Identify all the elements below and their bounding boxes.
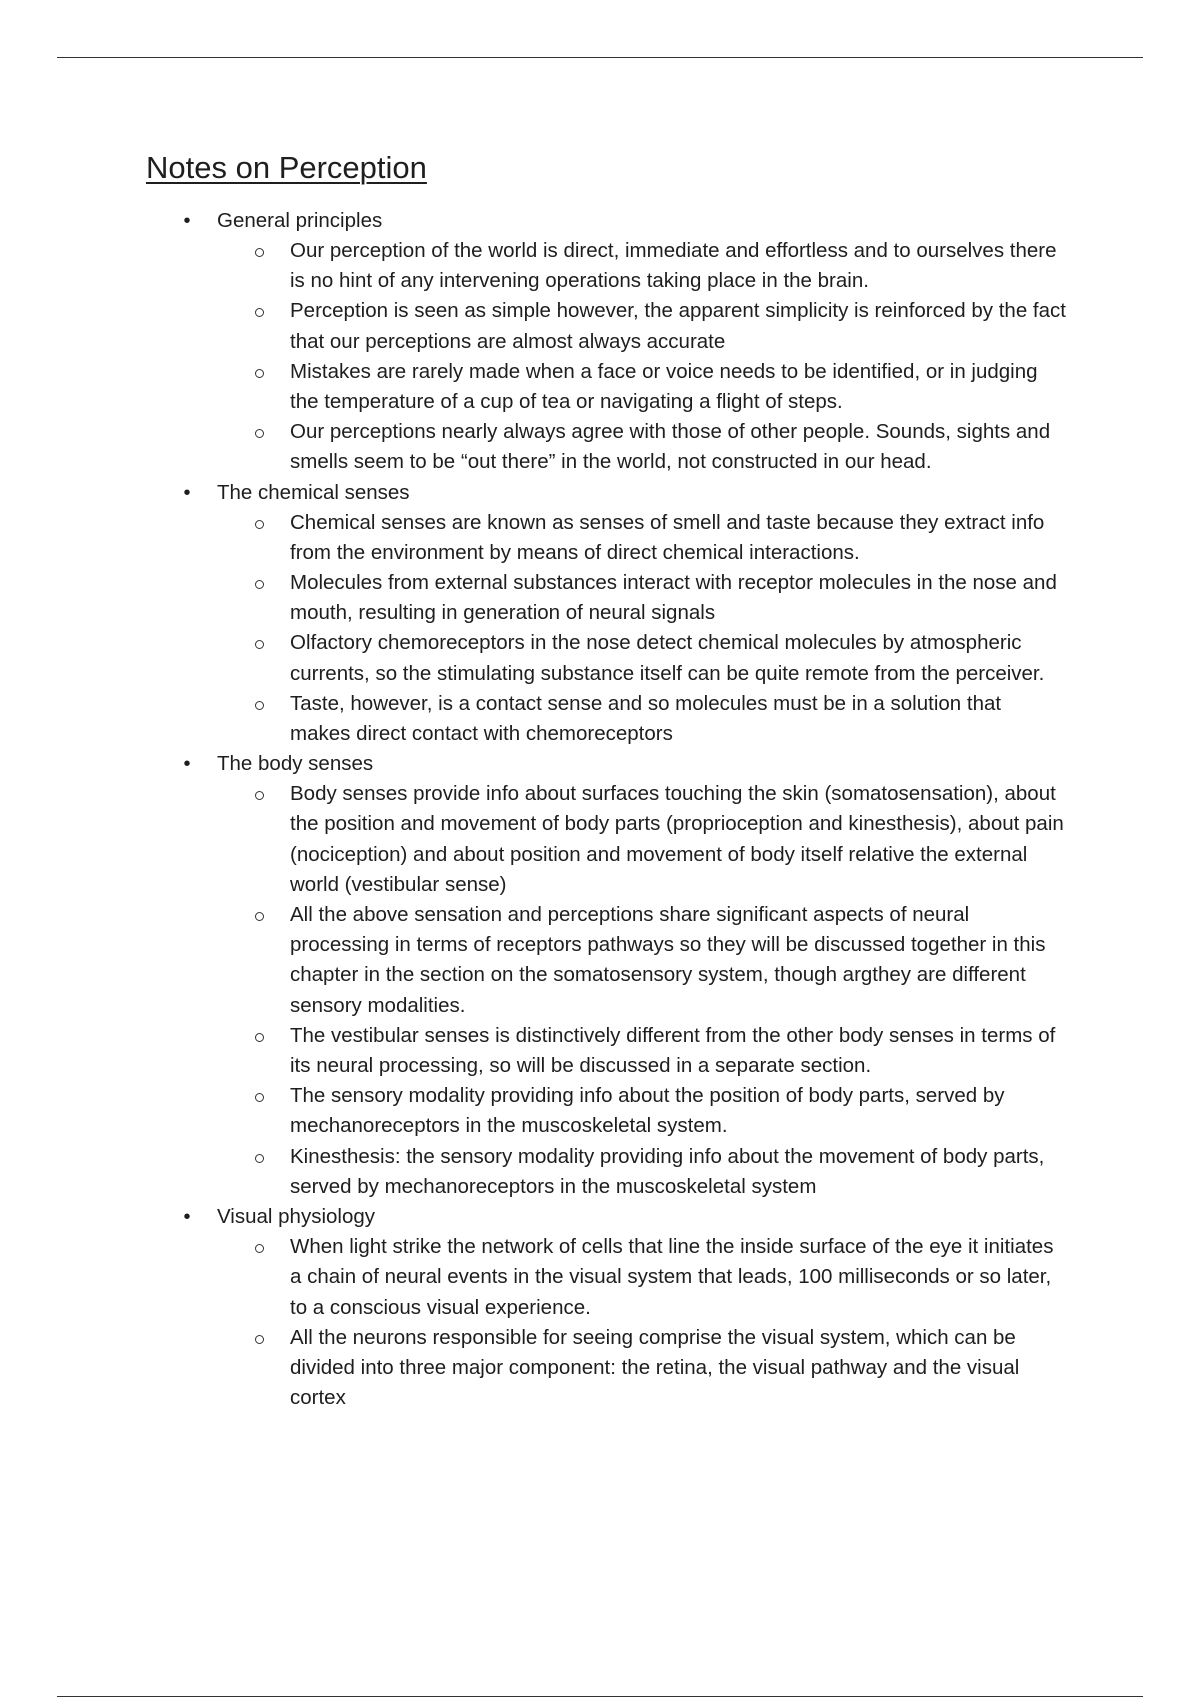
- circle-bullet-icon: [255, 1335, 264, 1344]
- sub-list-item: [217, 296, 1066, 356]
- bullet-icon: •: [183, 481, 191, 504]
- sub-item-text: Our perception of the world is direct, immediate and effortless and to ourselves there is no hint of any intervening operations taking place in the brain.: [290, 239, 1057, 293]
- document-body: [146, 146, 1066, 1413]
- circle-bullet-icon: [255, 1093, 264, 1102]
- sub-list-item: [217, 1232, 1066, 1323]
- sub-item-text: Taste, however, is a contact sense and so molecules must be in a solution that makes direct contact with chemoreceptors: [290, 691, 1002, 746]
- sub-item-text: Chemical senses are known as senses of smell and taste because they extract info from the environment by means of direct chemical interactions.: [290, 510, 1045, 564]
- circle-bullet-icon: [255, 369, 264, 378]
- sub-item-text: Mistakes are rarely made when a face or voice needs to be identified, or in judging the temperature of a cup of tea or navigating a flight of steps.: [290, 359, 1038, 414]
- sub-item-text: Our perceptions nearly always agree with those of other people. Sounds, sights and smells seem to be “out there” in the world, not constructed in our head.: [290, 420, 1051, 474]
- sub-item-text: All the neurons responsible for seeing comprise the visual system, which can be divided into three major component: the retina, the visual pathway and the visual cortex: [290, 1325, 1020, 1410]
- sub-list-item: [217, 689, 1066, 749]
- sub-list-item: [217, 417, 1066, 477]
- section-heading: [183, 749, 1066, 779]
- circle-bullet-icon: [255, 429, 264, 438]
- circle-bullet-icon: [255, 791, 264, 800]
- list-item: [146, 1202, 1066, 1413]
- circle-bullet-icon: [255, 248, 264, 257]
- sub-list: [217, 779, 1066, 1202]
- sub-item-text: Perception is seen as simple however, the apparent simplicity is reinforced by the fact that our perceptions are almost always accurate: [290, 299, 1066, 353]
- sub-list: [217, 236, 1066, 478]
- sub-item-text: Body senses provide info about surfaces touching the skin (somatosensation), about the position and movement of body parts (proprioception and kinesthesis), about pain (nociception) and about position and movement of body itself relative the external world (vestibular sense): [290, 782, 1064, 896]
- section-heading-text: The chemical senses: [217, 480, 410, 504]
- sub-item-text: Molecules from external substances interact with receptor molecules in the nose and mouth, resulting in generation of neural signals: [290, 571, 1057, 625]
- section-heading-text: General principles: [217, 209, 383, 232]
- sub-list-item: [217, 236, 1066, 296]
- sub-list-item: [217, 1021, 1066, 1081]
- circle-bullet-icon: [255, 912, 264, 921]
- circle-bullet-icon: [255, 1154, 264, 1163]
- list-item: [146, 478, 1066, 750]
- section-heading: [183, 206, 1066, 236]
- section-heading: [183, 1202, 1066, 1232]
- sub-list-item: [217, 1081, 1066, 1141]
- sub-item-text: The sensory modality providing info about the position of body parts, served by mechanoreceptors in the muscoskeletal system.: [290, 1084, 1005, 1138]
- sub-item-text: Olfactory chemoreceptors in the nose detect chemical molecules by atmospheric currents, so the stimulating substance itself can be quite remote from the perceiver.: [290, 631, 1045, 685]
- circle-bullet-icon: [255, 701, 264, 710]
- section-heading-text: The body senses: [217, 752, 374, 776]
- sub-list-item: [217, 508, 1066, 568]
- bullet-icon: •: [183, 753, 191, 776]
- bullet-icon: •: [183, 1206, 191, 1229]
- circle-bullet-icon: [255, 1033, 264, 1042]
- section-list: [146, 206, 1066, 1413]
- sub-list-item: [217, 1142, 1066, 1202]
- sub-list: [217, 1232, 1066, 1413]
- list-item: [146, 749, 1066, 1202]
- page-title: Notes on Perception: [146, 150, 427, 185]
- circle-bullet-icon: [255, 580, 264, 589]
- circle-bullet-icon: [255, 640, 264, 649]
- sub-list-item: [217, 1323, 1066, 1414]
- sub-list-item: [217, 779, 1066, 900]
- section-heading: [183, 478, 1066, 508]
- sub-list-item: [217, 568, 1066, 628]
- sub-item-text: All the above sensation and perceptions share significant aspects of neural processing in terms of receptors pathways so they will be discussed together in this chapter in the section on the somatosensory system, though argthey are different sensory modalities.: [290, 903, 1046, 1017]
- sub-list: [217, 508, 1066, 750]
- sub-list-item: [217, 628, 1066, 688]
- bullet-icon: •: [183, 210, 191, 232]
- sub-item-text: Kinesthesis: the sensory modality providing info about the movement of body parts, served by mechanoreceptors in the muscoskeletal system: [290, 1144, 1045, 1198]
- sub-list-item: [217, 900, 1066, 1021]
- header-rule: [57, 57, 1143, 58]
- circle-bullet-icon: [255, 308, 264, 317]
- circle-bullet-icon: [255, 1244, 264, 1253]
- sub-item-text: When light strike the network of cells that line the inside surface of the eye it initiates a chain of neural events in the visual system that leads, 100 milliseconds or so later, to a conscious visual experience.: [290, 1235, 1054, 1319]
- footer-rule: [57, 1696, 1143, 1697]
- sub-item-text: The vestibular senses is distinctively different from the other body senses in terms of its neural processing, so will be discussed in a separate section.: [290, 1023, 1056, 1078]
- section-heading-text: Visual physiology: [217, 1205, 376, 1229]
- sub-list-item: [217, 357, 1066, 417]
- list-item: [146, 206, 1066, 478]
- circle-bullet-icon: [255, 520, 264, 529]
